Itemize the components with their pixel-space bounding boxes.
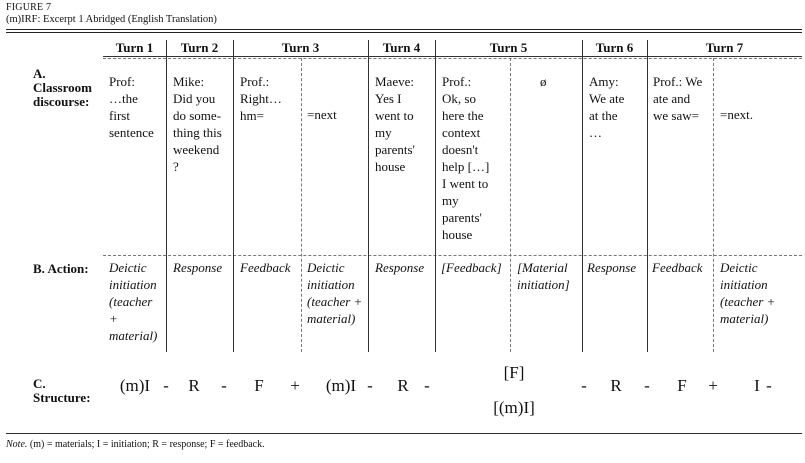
- structure-symbol: +: [290, 376, 300, 395]
- action-cell: [Feedback]: [441, 260, 502, 275]
- discourse-cell: Prof.: Right… hm=: [240, 74, 282, 123]
- structure-symbol: R: [610, 376, 622, 395]
- action-cell: Deictic initiation (teacher + material): [720, 260, 776, 326]
- discourse-cell: Prof.: Ok, so here the context doesn't help […] I went to my parents' house: [442, 74, 490, 242]
- col-divider-5: [582, 40, 583, 352]
- action-cell: Deictic initiation (teacher + material): [307, 260, 363, 326]
- col-divider-2: [233, 40, 234, 352]
- structure-symbol: I: [754, 376, 760, 395]
- structure-symbol: -: [581, 376, 587, 395]
- header-turn-6: Turn 6: [595, 40, 634, 55]
- col-divider-3-dash: [301, 58, 302, 352]
- header-turn-4: Turn 4: [382, 40, 421, 55]
- structure-symbol: R: [397, 376, 409, 395]
- discourse-cell: Amy: We ate at the …: [589, 74, 625, 140]
- col-divider-3: [368, 40, 369, 352]
- structure-symbol: -: [766, 376, 772, 395]
- header-turn-1: Turn 1: [115, 40, 154, 55]
- structure-symbol: (m)I: [119, 376, 151, 395]
- discourse-cell: Prof: …the first sentence: [109, 74, 154, 140]
- structure-symbol: -: [221, 376, 227, 395]
- note-label: Note.: [6, 439, 28, 450]
- row-label-action: B. Action:: [33, 261, 89, 276]
- action-cell: Feedback: [240, 260, 291, 275]
- structure-symbol: R: [188, 376, 200, 395]
- col-divider-7-dash: [713, 58, 714, 352]
- structure-symbol: (m)I: [325, 376, 357, 395]
- note-text: (m) = materials; I = initiation; R = response; F = feedback.: [27, 439, 265, 450]
- structure-symbol-feedback: [F]: [503, 363, 525, 382]
- structure-symbol: -: [644, 376, 650, 395]
- col-divider-1: [166, 40, 167, 352]
- structure-symbol: +: [708, 376, 718, 395]
- row-label-structure: C. Structure:: [33, 376, 91, 405]
- action-cell: Response: [375, 260, 425, 275]
- structure-symbol: F: [254, 376, 264, 395]
- structure-symbol-material-initiation: [(m)I]: [493, 398, 535, 417]
- top-rule-double: [6, 32, 802, 33]
- figure-label: FIGURE 7: [6, 2, 52, 13]
- discourse-cell: =next: [307, 107, 337, 122]
- structure-symbol: -: [367, 376, 373, 395]
- action-cell: Response: [173, 260, 223, 275]
- row-label-discourse: A. Classroom discourse:: [33, 66, 92, 109]
- col-divider-6: [647, 40, 648, 352]
- header-turn-7: Turn 7: [705, 40, 744, 55]
- discourse-cell: ø: [540, 74, 547, 89]
- bottom-rule: [6, 433, 802, 434]
- col-divider-5-dash: [510, 58, 511, 352]
- discourse-cell: =next.: [720, 107, 753, 122]
- header-dash-line: [103, 58, 802, 59]
- discourse-cell: Maeve: Yes I went to my parents' house: [375, 74, 415, 174]
- header-turn-5: Turn 5: [489, 40, 528, 55]
- structure-symbol: -: [163, 376, 169, 395]
- discourse-divider: [103, 255, 802, 256]
- action-cell: Deictic initiation (teacher + material): [109, 260, 158, 343]
- action-cell: Feedback: [652, 260, 703, 275]
- header-underline: [103, 56, 802, 57]
- action-cell: [Material initiation]: [517, 260, 570, 292]
- col-divider-4: [435, 40, 436, 352]
- header-turn-2: Turn 2: [180, 40, 219, 55]
- action-cell: Response: [587, 260, 637, 275]
- figure-note: [6, 439, 265, 450]
- structure-symbol: F: [677, 376, 687, 395]
- discourse-cell: Mike: Did you do some- thing this weekend ?: [173, 74, 222, 174]
- discourse-cell: Prof.: We ate and we saw=: [653, 74, 703, 123]
- top-rule: [6, 29, 802, 30]
- structure-symbol: -: [424, 376, 430, 395]
- figure-title: (m)IRF: Excerpt 1 Abridged (English Translation): [6, 14, 217, 25]
- header-turn-3: Turn 3: [281, 40, 320, 55]
